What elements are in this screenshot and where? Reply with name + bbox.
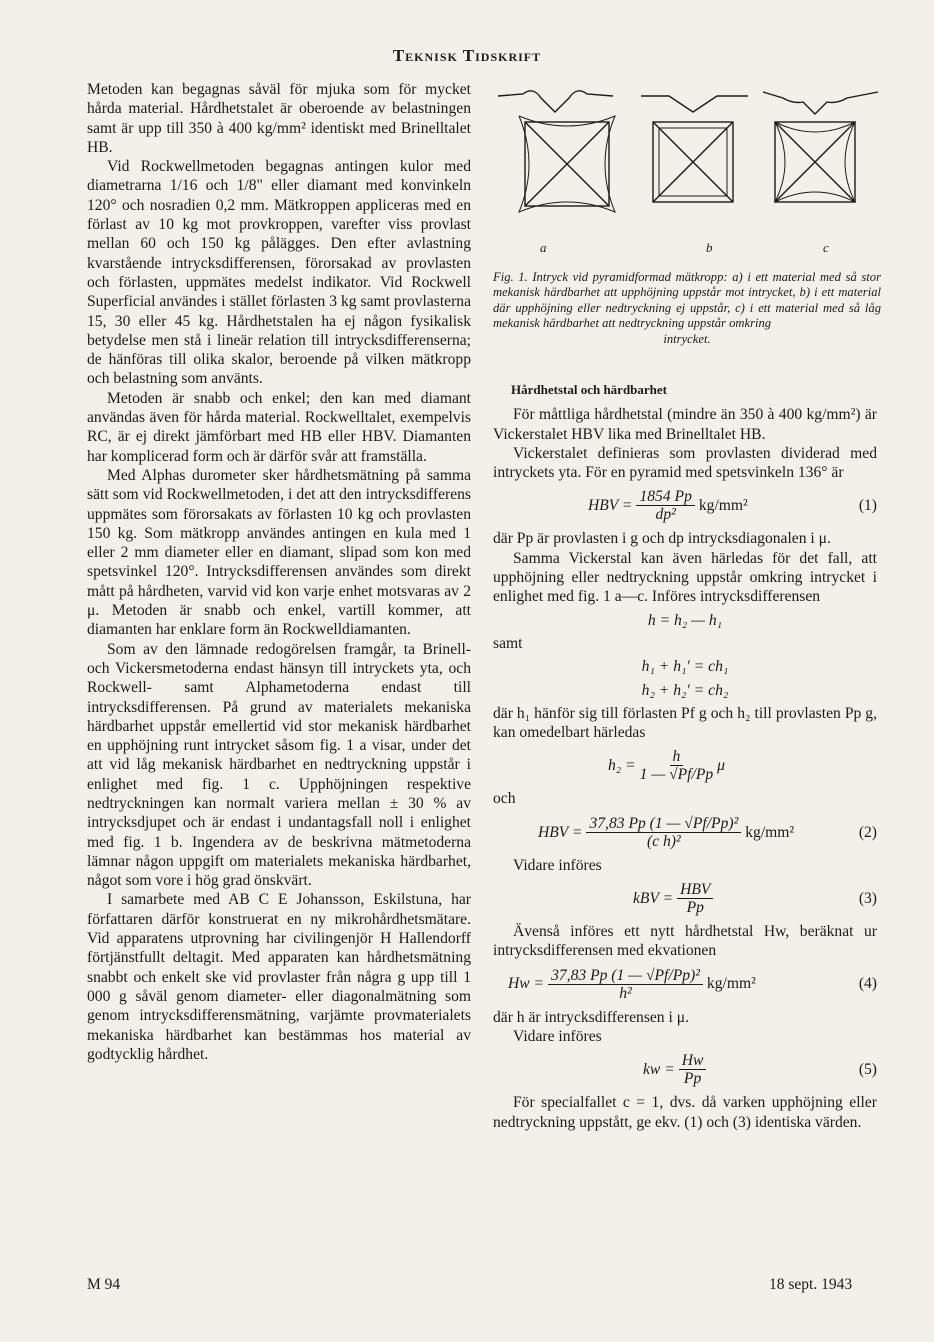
eq2-denominator: (c h)² [647, 832, 681, 850]
paragraph: Vid Rockwellmetoden begagnas antingen kulor med diametrarna 1/16 och 1/8" eller diamant med konvinkeln 120° och nosradien 0,2 mm. Mätkroppen appliceras med en förlast av 10 kg mot provkroppen, varefter viss provlast mellan 60 och 150 kg pålägges. Den efter avlastning kvarstående intrycksdifferensen, förorsakad av provlasten och förlasten, uppmätes medelst indikator. Vid Rockwell Superficial användes i stället förlasten 3 kg samt provlasterna 15, 30 eller 45 kg. Hårdhetstalen ha ej någon fysikalisk betydelse men stå i lineär relation till intrycksdifferenserna; de hänföras till olika skalor, beroende på vilken mätkropp och belastning som använts. [87, 158, 471, 388]
eqh2-unit: μ [717, 757, 725, 775]
section-heading: Hårdhetstal och härdbarhet [511, 382, 667, 397]
equation-3 [633, 881, 877, 916]
paragraph: Vidare införes [513, 1027, 602, 1045]
equation-h: h = h₂ — h₁ [647, 611, 723, 629]
paragraph: Vickerstalet definieras som provlasten dividerad med intryckets yta. För en pyramid med spetsvinkeln 136° är [493, 444, 877, 482]
right-column [493, 380, 877, 1132]
equation-1 [588, 488, 877, 523]
paragraph: Ävenså införes ett nytt hårdhetstal Hw, beräknat ur intrycksdifferensen med ekvationen [493, 923, 877, 960]
eq2-number: (2) [858, 823, 877, 841]
eq5-lhs: kw = [643, 1061, 675, 1079]
caption-end: intrycket. [663, 331, 711, 346]
eq3-lhs: kBV = [633, 889, 674, 907]
figure-label-b: b [706, 240, 713, 255]
eq1-denominator: dp² [655, 506, 676, 524]
eq1-number: (1) [858, 497, 877, 515]
eq5-number: (5) [858, 1061, 877, 1079]
left-column [87, 80, 471, 1064]
eq2-lhs: HBV = [538, 823, 583, 841]
paragraph: där h₁ hänför sig till förlasten Pf g och h₂ till provlasten Pp g, kan omedelbart härledas [493, 704, 877, 742]
paragraph: I samarbete med AB C E Johansson, Eskilstuna, har författaren därför konstruerat en ny mikrohårdhetsmätare. Vid apparatens utprovning har civilingenjör H Hallendorff förtjänstfullt deltagit. Med apparaten kan hårdhetsmätning snabbt och enkelt ske vid provlaster från några g upp till 1 000 g såväl genom diameter- eller diagonalmätning som genom intrycksdifferensmätning, varjämte provmaterialets mekaniska härdbarhet kan bestämmas hos material av godtycklig hårdhet. [87, 891, 471, 1063]
paragraph: Med Alphas durometer sker hårdhetsmätning på samma sätt som vid Rockwellmetoden, i det att den intrycksdifferens uppmätes som förorsakats av förlasten 10 kg och provlasten 150 kg. Som mätkropp användes antingen en kula med 1 eller 2 mm diameter eller en diamant, slipad som kon med spetsvinkel 120°. Intrycksdifferensen användes som direkt mått på hårdheten, varvid vid kon varje enhet motsvaras av 2 μ. Metoden är snabb och enkel, vartill kommer, att diamanten har enklare form än Rockwelldiamanten. [87, 466, 471, 639]
eqh2-numerator: h [670, 748, 684, 766]
paragraph: Samma Vickerstal kan även härledas för det fall, att upphöjning eller nedtryckning uppstår omkring intrycket i enlighet med fig. 1 a—c. Införes intrycksdifferensen [493, 549, 877, 606]
eq3-denominator: Pp [686, 899, 704, 917]
figure-label-c: c [823, 240, 829, 255]
paragraph: Metoden kan begagnas såväl för mjuka som för mycket hårda material. Hårdhetstalet är oberoende av belastningen samt är upp till 350 à 400 kg/mm² identiskt med Brinelltalet HB. [87, 81, 471, 156]
eq1-unit: kg/mm² [698, 497, 748, 515]
eq1-lhs: HBV = [588, 497, 633, 515]
eq4-denominator: h² [619, 984, 632, 1002]
profile-c [763, 92, 878, 114]
eq3-numerator: HBV [677, 881, 713, 899]
paragraph: där h är intrycksdifferensen i μ. [493, 1008, 689, 1026]
eq1-numerator: 1854 Pp [636, 488, 694, 506]
paragraph: För måttliga hårdhetstal (mindre än 350 à 400 kg/mm²) är Vickerstalet HBV lika med Brinelltalet HB. [493, 406, 877, 443]
paragraph: där Pp är provlasten i g och dp intrycksdiagonalen i μ. [493, 530, 831, 548]
eqh2-lhs: h₂ = [608, 757, 636, 775]
eq4-numerator: 37,83 Pp (1 — √Pf/Pp)² [548, 967, 703, 985]
eq4-number: (4) [858, 975, 877, 993]
eq4-lhs: Hw = [508, 975, 545, 993]
figure-label-a: a [540, 240, 547, 255]
equation-5 [643, 1052, 877, 1087]
eq3-number: (3) [858, 889, 877, 907]
paragraph: Metoden är snabb och enkel; den kan med diamant användas även för hårda material. Rockwelltalet, exempelvis RC, är ej direkt jämförbart med HB eller HBV. Diamanten har komplicerad form och är därför svår att framställa. [87, 389, 471, 465]
eq2-unit: kg/mm² [745, 823, 795, 841]
profile-b [641, 96, 748, 112]
eqh2-denominator: 1 — √Pf/Pp [639, 766, 714, 784]
profile-a [498, 91, 613, 112]
eq2-numerator: 37,83 Pp (1 — √Pf/Pp)² [586, 815, 741, 833]
paragraph: Som av den lämnade redogörelsen framgår, ta Brinell- och Vickersmetoderna endast hänsyn till intryckets yta, och Rockwell- samt Alphametoderna endast till intrycksdifferensen. På grund av materialets mekaniska härdbarhet uppstår emellertid vid stor mekanisk härdbarhet en upphöjning runt intrycket såsom fig. 1 a visar, under det att vid låg mekanisk härdbarhet en nedtryckning uppstår i enlighet med fig. 1 c. Upphöjningen respektive nedtryckningen kan normalt variera mellan ± 30 % av intrycksdjupet och är endast i undantagsfall noll i enlighet med fig. 1 b. Ingendera av de beskrivna mätmetoderna lämnar någon uppgift om materialets mekaniska härdbarhet, något som vore i hög grad önskvärt. [87, 640, 471, 890]
eq5-numerator: Hw [679, 1052, 707, 1070]
equation-2 [538, 815, 877, 850]
paragraph: För specialfallet c = 1, dvs. då varken upphöjning eller nedtryckning uppstått, ge ekv. (1) och (3) identiska värden. [493, 1094, 877, 1131]
equation-h2-derived [608, 748, 877, 783]
och-label: och [493, 790, 516, 808]
equation-4 [508, 967, 877, 1002]
journal-masthead: Teknisk Tidskrift [392, 46, 542, 65]
samt-label: samt [493, 634, 523, 652]
eq4-unit: kg/mm² [706, 975, 756, 993]
issue-date: 18 sept. 1943 [769, 1276, 853, 1293]
paragraph: Vidare införes [513, 856, 602, 874]
indentation-diagrams [493, 82, 883, 252]
equation-h1: h₁ + h₁′ = ch₁ [641, 658, 729, 676]
equation-h2: h₂ + h₂′ = ch₂ [641, 681, 729, 699]
eq5-denominator: Pp [683, 1070, 702, 1088]
figure-caption [493, 270, 881, 347]
page-number: M 94 [87, 1276, 121, 1293]
caption-text: Fig. 1. Intryck vid pyramidformad mätkropp: a) i ett material med så stor mekanisk härdbarhet att upphöjning uppstår mot intrycket, b) i ett material där upphöjning eller nedtryckning ej uppstår, c) i ett material med så låg mekanisk härdbarhet att nedtryckning uppstår omkring [493, 270, 881, 331]
